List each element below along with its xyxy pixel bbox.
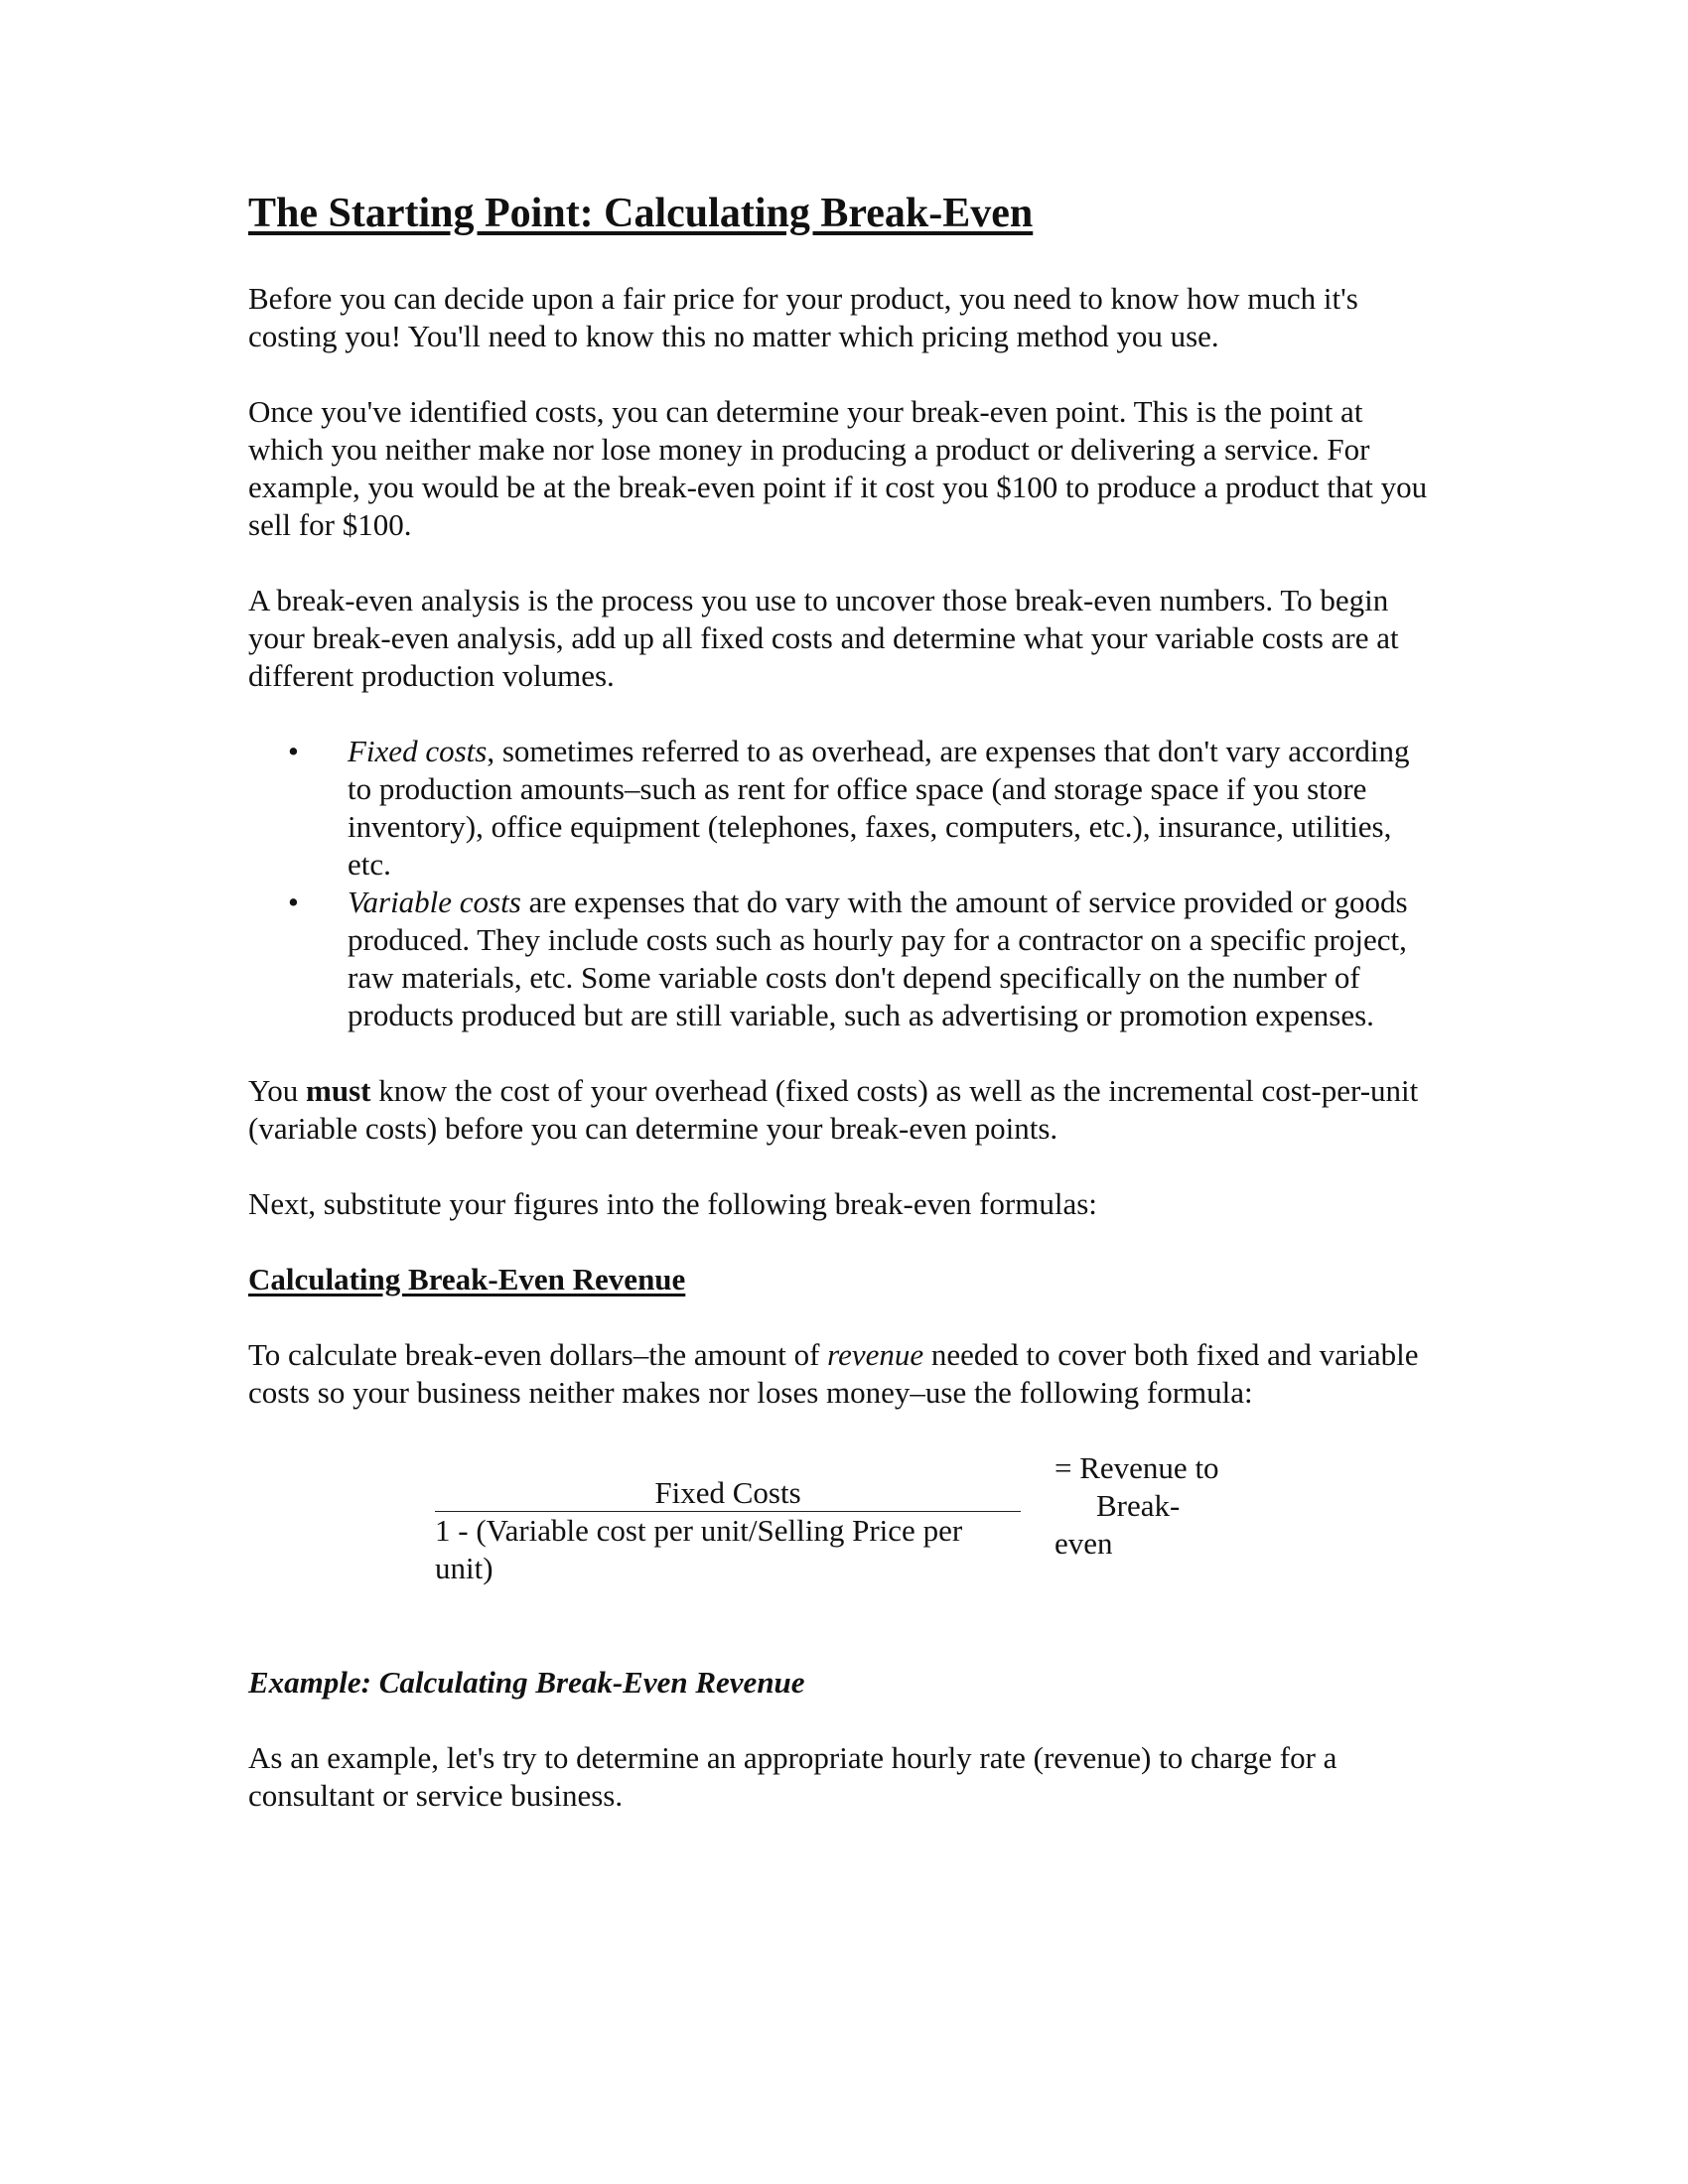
formula-result-line1: = Revenue to xyxy=(1055,1450,1219,1485)
emphasis-revenue: revenue xyxy=(827,1337,924,1372)
formula-result-line3: even xyxy=(1055,1526,1113,1561)
list-item-variable-costs xyxy=(288,884,1440,1034)
must-know-paragraph: You must know the cost of your overhead (fixed costs) as well as the incremental cost-per-unit (variable costs) before you can determine your break-even points. xyxy=(248,1073,1419,1146)
revenue-paragraph: To calculate break-even dollars–the amount of revenue needed to cover both fixed and variable costs so your business neither makes nor loses money–use the following formula: xyxy=(248,1337,1419,1410)
example-paragraph: As an example, let's try to determine an appropriate hourly rate (revenue) to charge for a consultant or service business. xyxy=(248,1740,1337,1813)
substitute-paragraph: Next, substitute your figures into the following break-even formulas: xyxy=(248,1186,1097,1221)
list-item-fixed-costs xyxy=(288,733,1440,884)
formula-result-line2: Break- xyxy=(1096,1488,1181,1523)
variable-costs-description: are expenses that do vary with the amount of service provided or goods produced. They include costs such as hourly pay for a contractor on a specific project, raw materials, etc. Some variable costs don't depend specifically on the number of products produced but are still variable, such as advertising or promotion expenses. xyxy=(348,885,1408,1032)
example-heading: Example: Calculating Break-Even Revenue xyxy=(248,1665,805,1700)
document-body xyxy=(248,189,1440,1852)
formula-fraction xyxy=(435,1475,1021,1587)
formula-numerator: Fixed Costs xyxy=(435,1475,1021,1512)
bullet-icon: • xyxy=(288,734,299,768)
cost-types-list xyxy=(248,733,1440,1034)
term-fixed-costs: Fixed costs xyxy=(348,734,488,768)
bullet-icon: • xyxy=(288,885,299,919)
break-even-definition-paragraph: Once you've identified costs, you can determine your break-even point. This is the point at which you neither make nor lose money in producing a product or delivering a service. For example, you would be at the break-even point if it cost you $100 to produce a product that you sell for $100. xyxy=(248,394,1428,542)
emphasis-must: must xyxy=(306,1073,371,1108)
break-even-analysis-paragraph: A break-even analysis is the process you use to uncover those break-even numbers. To begin your break-even analysis, add up all fixed costs and determine what your variable costs are at different production volumes. xyxy=(248,583,1399,693)
formula-result xyxy=(1055,1449,1243,1563)
term-variable-costs: Variable costs xyxy=(348,885,521,919)
page-title: The Starting Point: Calculating Break-Even xyxy=(248,191,1034,236)
formula-denominator: 1 - (Variable cost per unit/Selling Price per unit) xyxy=(435,1513,963,1585)
intro-paragraph: Before you can decide upon a fair price for your product, you need to know how much it's costing you! You'll need to know this no matter which pricing method you use. xyxy=(248,281,1358,353)
section-heading: Calculating Break-Even Revenue xyxy=(248,1262,686,1297)
break-even-formula xyxy=(248,1449,1440,1626)
fixed-costs-description: , sometimes referred to as overhead, are expenses that don't vary according to production amounts–such as rent for office space (and storage space if you store inventory), office equipment (telephones, faxes, computers, etc.), insurance, utilities, etc. xyxy=(348,734,1410,882)
